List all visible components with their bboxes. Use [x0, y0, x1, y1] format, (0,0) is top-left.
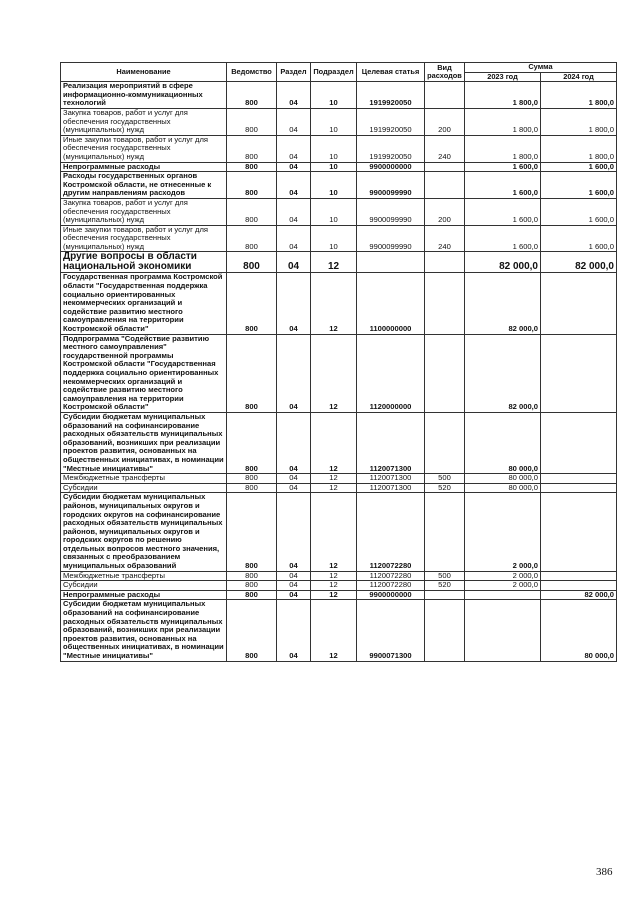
cell-target: 9900000000	[357, 590, 425, 600]
cell-dept: 800	[227, 493, 277, 571]
cell-sec: 04	[277, 474, 311, 484]
cell-dept: 800	[227, 198, 277, 225]
cell-sec: 04	[277, 412, 311, 473]
cell-sec: 04	[277, 600, 311, 661]
cell-sub: 12	[311, 590, 357, 600]
table-row	[61, 172, 617, 199]
cell-sub: 12	[311, 474, 357, 484]
cell-y2023: 82 000,0	[465, 273, 541, 334]
cell-name: Непрограммные расходы	[61, 162, 227, 172]
cell-y2024	[541, 273, 617, 334]
cell-y2023: 80 000,0	[465, 474, 541, 484]
cell-y2023: 80 000,0	[465, 483, 541, 493]
cell-dept: 800	[227, 581, 277, 591]
table-row	[61, 135, 617, 162]
cell-target: 1100000000	[357, 273, 425, 334]
cell-kind	[425, 82, 465, 109]
cell-y2024	[541, 483, 617, 493]
cell-y2024	[541, 581, 617, 591]
cell-y2024	[541, 474, 617, 484]
cell-name: Иные закупки товаров, работ и услуг для обеспечения государственных (муниципальных) нужд	[61, 135, 227, 162]
cell-dept: 800	[227, 474, 277, 484]
cell-dept: 800	[227, 135, 277, 162]
cell-kind	[425, 252, 465, 273]
cell-target: 1120000000	[357, 334, 425, 412]
cell-y2024	[541, 493, 617, 571]
table-row	[61, 273, 617, 334]
table-row	[61, 198, 617, 225]
cell-dept: 800	[227, 108, 277, 135]
cell-name: Субсидии бюджетам муниципальных образований на софинансирование расходных обязательств муниципальных образований, возникших при реализации проектов развития, основанных на общественных инициативах, в номинации "Местные инициативы"	[61, 412, 227, 473]
cell-kind: 520	[425, 581, 465, 591]
table-row	[61, 493, 617, 571]
cell-y2024: 82 000,0	[541, 252, 617, 273]
cell-dept: 800	[227, 225, 277, 252]
cell-sub: 12	[311, 600, 357, 661]
col-sum-header: Сумма	[465, 63, 617, 73]
page-number: 386	[596, 866, 613, 878]
cell-y2023: 2 000,0	[465, 571, 541, 581]
cell-dept: 800	[227, 162, 277, 172]
cell-kind	[425, 412, 465, 473]
cell-sub: 12	[311, 571, 357, 581]
cell-sub: 10	[311, 162, 357, 172]
cell-target: 1120072280	[357, 581, 425, 591]
col-2023-header: 2023 год	[465, 72, 541, 82]
cell-y2024: 1 800,0	[541, 82, 617, 109]
cell-y2024: 82 000,0	[541, 590, 617, 600]
cell-name: Субсидии	[61, 581, 227, 591]
cell-dept: 800	[227, 600, 277, 661]
cell-kind	[425, 273, 465, 334]
cell-sec: 04	[277, 198, 311, 225]
cell-sec: 04	[277, 135, 311, 162]
table-row	[61, 108, 617, 135]
cell-sec: 04	[277, 225, 311, 252]
cell-kind: 520	[425, 483, 465, 493]
cell-kind: 200	[425, 108, 465, 135]
cell-sub: 10	[311, 82, 357, 109]
cell-dept: 800	[227, 82, 277, 109]
cell-y2024: 1 600,0	[541, 172, 617, 199]
table-row	[61, 82, 617, 109]
cell-name: Межбюджетные трансферты	[61, 474, 227, 484]
cell-name: Реализация мероприятий в сфере информационно-коммуникационных технологий	[61, 82, 227, 109]
cell-name: Иные закупки товаров, работ и услуг для обеспечения государственных (муниципальных) нужд	[61, 225, 227, 252]
cell-dept: 800	[227, 412, 277, 473]
table-row	[61, 334, 617, 412]
cell-name: Подпрограмма "Содействие развитию местного самоуправления" государственной программы Костромской области "Государственная поддержка социально ориентированных некоммерческих организаций и содействие развитию местного самоуправления на территории Костромской области"	[61, 334, 227, 412]
cell-target	[357, 252, 425, 273]
cell-kind	[425, 162, 465, 172]
cell-name: Субсидии бюджетам муниципальных образований на софинансирование расходных обязательств муниципальных образований, возникших при реализации проектов развития, основанных на общественных инициативах, в номинации "Местные инициативы"	[61, 600, 227, 661]
cell-kind: 500	[425, 474, 465, 484]
cell-y2024: 1 800,0	[541, 135, 617, 162]
cell-sec: 04	[277, 162, 311, 172]
cell-y2023: 2 000,0	[465, 581, 541, 591]
cell-target: 9900000000	[357, 162, 425, 172]
cell-sub: 10	[311, 198, 357, 225]
cell-kind: 240	[425, 225, 465, 252]
cell-y2024: 1 600,0	[541, 225, 617, 252]
cell-sec: 04	[277, 334, 311, 412]
cell-target: 1120072280	[357, 571, 425, 581]
cell-target: 1120071300	[357, 483, 425, 493]
cell-sub: 12	[311, 252, 357, 273]
cell-y2024	[541, 412, 617, 473]
cell-kind	[425, 334, 465, 412]
col-section-header: Раздел	[277, 63, 311, 82]
cell-y2023: 1 800,0	[465, 108, 541, 135]
table-row	[61, 600, 617, 661]
cell-target: 9900099990	[357, 198, 425, 225]
cell-y2023: 82 000,0	[465, 334, 541, 412]
table-row	[61, 225, 617, 252]
cell-y2024: 80 000,0	[541, 600, 617, 661]
cell-y2023: 2 000,0	[465, 493, 541, 571]
cell-y2023: 82 000,0	[465, 252, 541, 273]
table-row	[61, 581, 617, 591]
cell-y2023: 1 800,0	[465, 135, 541, 162]
cell-dept: 800	[227, 483, 277, 493]
cell-target: 1919920050	[357, 108, 425, 135]
col-target-header: Целевая статья	[357, 63, 425, 82]
cell-sub: 12	[311, 334, 357, 412]
cell-y2024: 1 600,0	[541, 198, 617, 225]
col-2024-header: 2024 год	[541, 72, 617, 82]
cell-sec: 04	[277, 82, 311, 109]
cell-name: Другие вопросы в области национальной экономики	[61, 252, 227, 273]
cell-y2023	[465, 600, 541, 661]
cell-dept: 800	[227, 590, 277, 600]
cell-sec: 04	[277, 108, 311, 135]
cell-sub: 12	[311, 273, 357, 334]
cell-target: 1919920050	[357, 135, 425, 162]
table-row	[61, 474, 617, 484]
cell-sec: 04	[277, 590, 311, 600]
cell-kind: 500	[425, 571, 465, 581]
cell-sub: 12	[311, 493, 357, 571]
cell-sec: 04	[277, 273, 311, 334]
cell-y2023	[465, 590, 541, 600]
cell-name: Расходы государственных органов Костромской области, не отнесенные к другим направлениям расходов	[61, 172, 227, 199]
cell-name: Государственная программа Костромской области "Государственная поддержка социально ориентированных некоммерческих организаций и содействие развитию местного самоуправления на территории Костромской области"	[61, 273, 227, 334]
cell-kind	[425, 172, 465, 199]
cell-dept: 800	[227, 273, 277, 334]
cell-kind: 240	[425, 135, 465, 162]
col-dept-header: Ведомство	[227, 63, 277, 82]
cell-dept: 800	[227, 571, 277, 581]
cell-sub: 10	[311, 135, 357, 162]
cell-target: 9900099990	[357, 172, 425, 199]
cell-sec: 04	[277, 571, 311, 581]
cell-target: 1120071300	[357, 474, 425, 484]
cell-dept: 800	[227, 252, 277, 273]
cell-y2024: 1 600,0	[541, 162, 617, 172]
cell-dept: 800	[227, 334, 277, 412]
cell-name: Субсидии бюджетам муниципальных районов, муниципальных округов и городских округов на софинансирование расходных обязательств муниципальных районов, муниципальных округов и городских округов по решению отдельных вопросов местного значения, связанных с преобразованием муниципальных образований	[61, 493, 227, 571]
budget-table	[60, 62, 617, 662]
cell-target: 1120072280	[357, 493, 425, 571]
cell-sec: 04	[277, 172, 311, 199]
col-subsection-header: Подраздел	[311, 63, 357, 82]
col-kind-header: Вид расходов	[425, 63, 465, 82]
cell-target: 1919920050	[357, 82, 425, 109]
table-row	[61, 252, 617, 273]
cell-y2023: 1 600,0	[465, 172, 541, 199]
cell-y2023: 80 000,0	[465, 412, 541, 473]
col-name-header: Наименование	[61, 63, 227, 82]
cell-y2024: 1 800,0	[541, 108, 617, 135]
cell-name: Закупка товаров, работ и услуг для обеспечения государственных (муниципальных) нужд	[61, 108, 227, 135]
cell-kind	[425, 600, 465, 661]
cell-kind	[425, 493, 465, 571]
cell-sec: 04	[277, 581, 311, 591]
table-row	[61, 412, 617, 473]
cell-sub: 12	[311, 581, 357, 591]
cell-sub: 10	[311, 108, 357, 135]
cell-name: Закупка товаров, работ и услуг для обеспечения государственных (муниципальных) нужд	[61, 198, 227, 225]
cell-y2023: 1 600,0	[465, 162, 541, 172]
cell-y2023: 1 800,0	[465, 82, 541, 109]
cell-y2024	[541, 334, 617, 412]
cell-target: 9900071300	[357, 600, 425, 661]
cell-sub: 12	[311, 483, 357, 493]
cell-y2023: 1 600,0	[465, 225, 541, 252]
cell-target: 1120071300	[357, 412, 425, 473]
cell-sub: 10	[311, 225, 357, 252]
cell-name: Межбюджетные трансферты	[61, 571, 227, 581]
cell-name: Субсидии	[61, 483, 227, 493]
cell-sec: 04	[277, 483, 311, 493]
cell-sub: 10	[311, 172, 357, 199]
cell-dept: 800	[227, 172, 277, 199]
cell-sub: 12	[311, 412, 357, 473]
cell-y2023: 1 600,0	[465, 198, 541, 225]
cell-kind	[425, 590, 465, 600]
cell-target: 9900099990	[357, 225, 425, 252]
cell-kind: 200	[425, 198, 465, 225]
cell-sec: 04	[277, 493, 311, 571]
cell-y2024	[541, 571, 617, 581]
cell-sec: 04	[277, 252, 311, 273]
cell-name: Непрограммные расходы	[61, 590, 227, 600]
